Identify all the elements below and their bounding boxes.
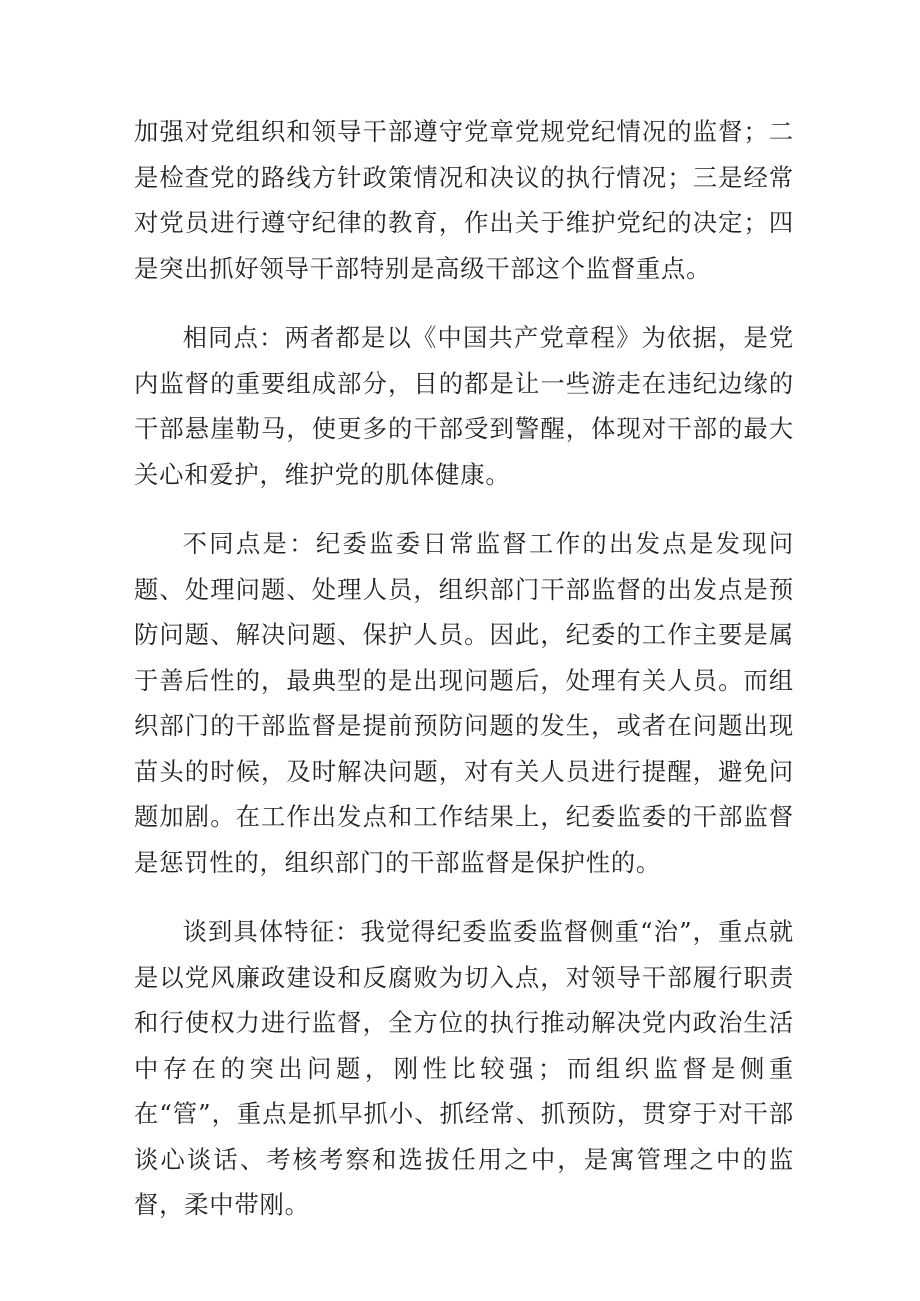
paragraph-continued-supervision-duties: 加强对党组织和领导干部遵守党章党规党纪情况的监督；二是检查党的路线方针政策情况和决议的执行情况；三是经常对党员进行遵守纪律的教育，作出关于维护党纪的决定；四是突出抓好领导干部特别是高级干部这个监督重点。 bbox=[134, 117, 794, 283]
paragraph-similarities: 相同点：两者都是以《中国共产党章程》为依据，是党内监督的重要组成部分，目的都是让一些游走在违纪边缘的干部悬崖勒马，使更多的干部受到警醒，体现对干部的最大关心和爱护，维护党的肌体健康。 bbox=[134, 323, 794, 489]
paragraph-differences: 不同点是：纪委监委日常监督工作的出发点是发现问题、处理问题、处理人员，组织部门干部监督的出发点是预防问题、解决问题、保护人员。因此，纪委的工作主要是属于善后性的，最典型的是出现问题后，处理有关人员。而组织部门的干部监督是提前预防问题的发生，或者在问题出现苗头的时候，及时解决问题，对有关人员进行提醒，避免问题加剧。在工作出发点和工作结果上，纪委监委的干部监督是惩罚性的，组织部门的干部监督是保护性的。 bbox=[134, 529, 794, 877]
paragraph-characteristics: 谈到具体特征：我觉得纪委监委监督侧重“治”，重点就是以党风廉政建设和反腐败为切入点，对领导干部履行职责和行使权力进行监督，全方位的执行推动解决党内政治生活中存在的突出问题，刚性比较强；而组织监督是侧重在“管”，重点是抓早抓小、抓经常、抓预防，贯穿于对干部谈心谈话、考核考察和选拔任用之中，是寓管理之中的监督，柔中带刚。 bbox=[134, 917, 794, 1219]
document-body bbox=[134, 109, 794, 1252]
